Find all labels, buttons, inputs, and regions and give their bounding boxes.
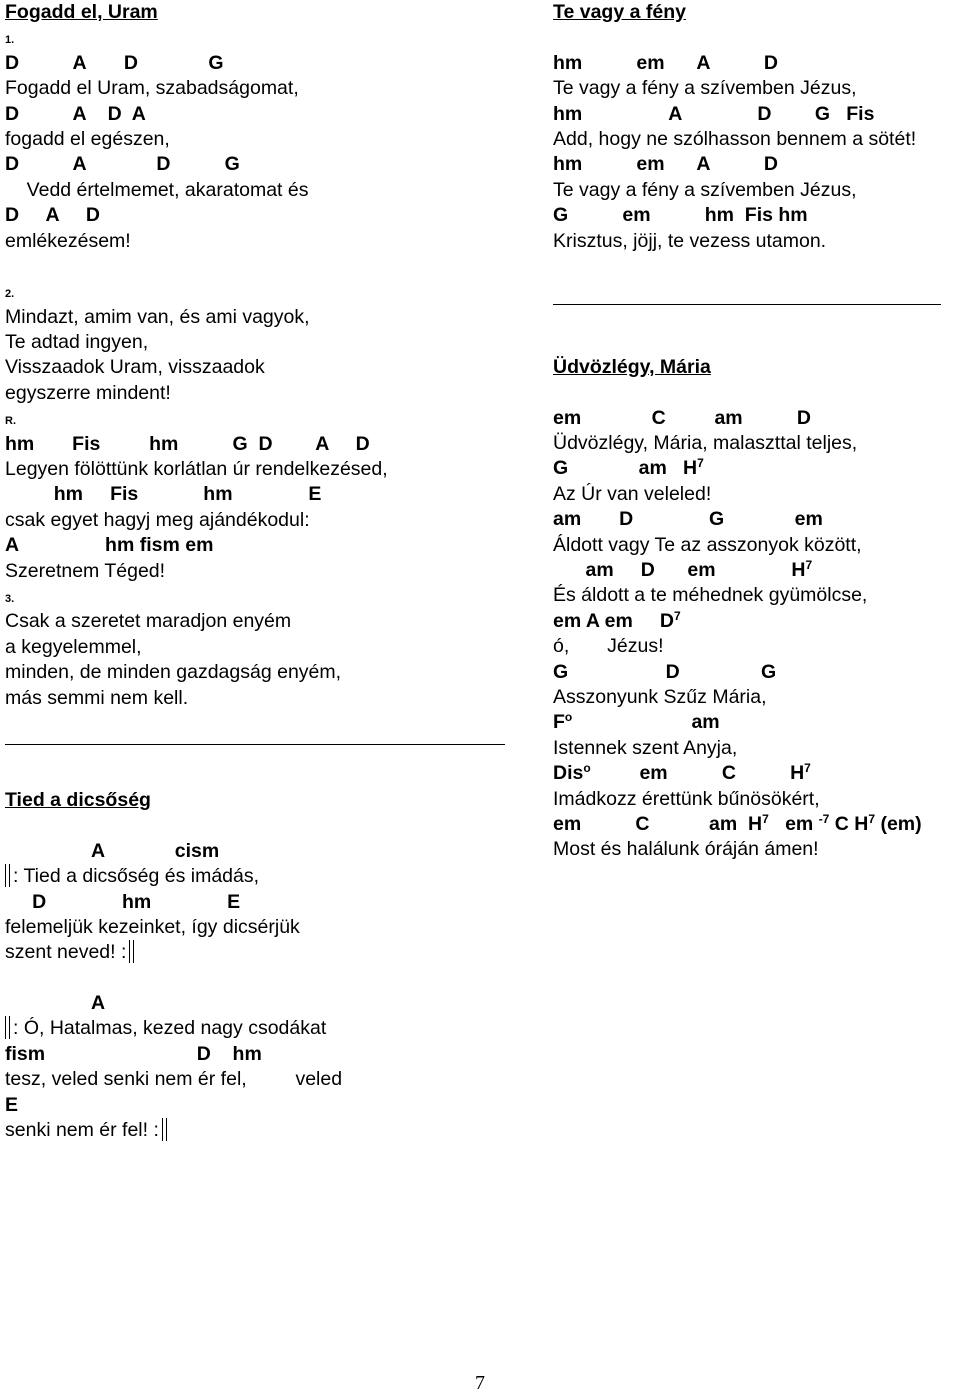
- lyric-line: : Ó, Hatalmas, kezed nagy csodákat: [5, 1016, 525, 1041]
- lyric-line: Visszaadok Uram, visszaadok: [5, 356, 265, 379]
- line-text: G D G: [553, 660, 777, 683]
- chord-superscript: -7: [818, 811, 830, 826]
- chord-superscript: 7: [804, 761, 811, 776]
- lyric-line: Legyen fölöttünk korlátlan úr rendelkezésed,: [5, 458, 388, 481]
- lyric-line: Fogadd el Uram, szabadságomat,: [5, 77, 299, 100]
- line-text: am: [572, 711, 720, 734]
- lyric-line: felemeljük kezeinket, így dicsérjük: [5, 915, 300, 938]
- line-text: em C H: [590, 762, 805, 785]
- line-text: Asszonyunk Szűz Mária,: [553, 685, 767, 708]
- lyric-line: Te adtad ingyen,: [5, 331, 149, 354]
- chord-superscript: 7: [674, 608, 681, 623]
- verse-number: 1.: [5, 34, 15, 47]
- refrain-marker: R.: [5, 415, 16, 428]
- verse-1: [5, 51, 525, 254]
- verse-2: [5, 305, 525, 407]
- verse-3: [5, 609, 525, 711]
- line-text: Imádkozz érettünk bűnösökért,: [553, 787, 820, 810]
- chord-line: hm Fis hm E: [5, 483, 322, 506]
- line-text: Az Úr van veleled!: [553, 482, 712, 505]
- chord-line: hm Fis hm G D A D: [5, 432, 370, 455]
- lyric-line: [553, 533, 958, 558]
- right-column: [553, 0, 958, 863]
- chord-line: D A D: [5, 204, 100, 227]
- lyric-line: [553, 431, 958, 456]
- chord-line: fism D hm: [5, 1042, 262, 1065]
- chord-line: hm em A D: [553, 51, 779, 74]
- verse-number: 2.: [5, 288, 15, 301]
- chord-line: A hm fism em: [5, 534, 214, 557]
- line-text: Most és halálunk óráján ámen!: [553, 838, 819, 861]
- lyric-line: fogadd el egészen,: [5, 127, 170, 150]
- repeat-end-sign: [129, 940, 134, 963]
- repeat-end-sign: [162, 1118, 167, 1141]
- chord-line: hm em A D: [553, 153, 779, 176]
- lyric-line: Krisztus, jöjj, te vezess utamon.: [553, 229, 827, 252]
- lyric-line: csak egyet hagyj meg ajándékodul:: [5, 508, 310, 531]
- song-title-te-vagy-a-feny: Te vagy a fény: [553, 1, 686, 23]
- lyric-line: emlékezésem!: [5, 229, 131, 252]
- song-body: [553, 406, 958, 863]
- chord-line: D hm E: [5, 890, 241, 913]
- chord-line: [553, 456, 958, 481]
- chord-superscript: 7: [868, 811, 876, 826]
- lyric-line: [553, 736, 958, 761]
- lyric-line: a kegyelemmel,: [5, 635, 142, 658]
- lyric-line: [553, 685, 958, 710]
- chord-line: [553, 710, 958, 735]
- chord-line: [553, 406, 958, 431]
- line-text: Áldott vagy Te az asszonyok között,: [553, 533, 862, 556]
- lyric-line: Add, hogy ne szólhasson bennem a sötét!: [553, 127, 917, 150]
- line-text: Istennek szent Anyja,: [553, 736, 738, 759]
- line-text: em C am D: [553, 406, 811, 429]
- lyric-line: senki nem ér fel! :: [5, 1118, 525, 1143]
- line-text: am D em H: [553, 559, 806, 582]
- chord-superscript: 7: [762, 811, 769, 826]
- lyric-line: más semmi nem kell.: [5, 686, 189, 709]
- line-text: ó, Jézus!: [553, 635, 664, 658]
- left-column: [5, 0, 525, 1143]
- chord-line: D A D G: [5, 51, 224, 74]
- page-number: 7: [475, 1372, 485, 1394]
- chord-line: G em hm Fis hm: [553, 204, 808, 227]
- chord-line: A: [5, 992, 106, 1015]
- lyric-line: [553, 482, 958, 507]
- song-title-tied-a-dicsoseg: Tied a dicsőség: [5, 788, 151, 811]
- lyric-line: [553, 583, 958, 608]
- line-text: C H: [829, 812, 869, 835]
- chord-line: [553, 660, 958, 685]
- line-text: Dis: [553, 762, 584, 785]
- song-title-udvozlegy-maria: Üdvözlégy, Mária: [553, 355, 711, 378]
- song-title-fogadd-el: Fogadd el, Uram: [5, 1, 158, 23]
- chord-line: hm A D G Fis: [553, 102, 875, 125]
- chord-superscript: 7: [805, 558, 813, 573]
- line-text: em: [768, 812, 819, 835]
- chord-line: E: [5, 1093, 19, 1116]
- chord-line: [553, 609, 958, 634]
- lyric-line: [553, 634, 958, 659]
- chord-line: D A D A: [5, 102, 146, 125]
- song-body: [553, 51, 958, 254]
- line-text: am D G em: [553, 508, 823, 531]
- line-text: G am H: [553, 457, 698, 480]
- line-text: F: [553, 711, 565, 734]
- verse-number: 3.: [5, 592, 15, 605]
- lyric-line: Szeretnem Téged!: [5, 559, 166, 582]
- lyric-line: : Tied a dicsőség és imádás,: [5, 864, 525, 889]
- refrain: [5, 432, 525, 584]
- lyric-line: Csak a szeretet maradjon enyém: [5, 610, 292, 633]
- chord-line: D A D G: [5, 153, 240, 176]
- lyric-line: szent neved! :: [5, 940, 525, 965]
- lyric-line: Te vagy a fény a szívemben Jézus,: [553, 77, 857, 100]
- chord-line: [553, 812, 958, 837]
- lyric-line: [553, 837, 958, 862]
- lyric-line: tesz, veled senki nem ér fel, veled: [5, 1068, 343, 1091]
- line-text: És áldott a te méhednek gyümölcse,: [553, 584, 868, 607]
- chord-superscript: o: [564, 710, 573, 725]
- lyric-line: minden, de minden gazdagság enyém,: [5, 661, 342, 684]
- chord-superscript: 7: [697, 456, 704, 471]
- chord-line: [553, 558, 958, 583]
- lyric-line: egyszerre mindent!: [5, 381, 171, 404]
- repeat-start-sign: [5, 1016, 10, 1039]
- line-text: Üdvözlégy, Mária, malaszttal teljes,: [553, 432, 858, 455]
- repeat-start-sign: [5, 864, 10, 887]
- lyric-line: Te vagy a fény a szívemben Jézus,: [553, 178, 857, 201]
- line-text: em A em D: [553, 609, 675, 632]
- lyric-line: Mindazt, amim van, és ami vagyok,: [5, 305, 310, 328]
- line-text: em C am H: [553, 812, 763, 835]
- chord-line: A cism: [5, 839, 220, 862]
- line-text: (em): [875, 812, 922, 835]
- chord-superscript: o: [583, 761, 591, 776]
- chord-line: [553, 761, 958, 786]
- lyric-line: Vedd értelmemet, akaratomat és: [5, 178, 309, 201]
- lyric-line: [553, 787, 958, 812]
- chord-line: [553, 507, 958, 532]
